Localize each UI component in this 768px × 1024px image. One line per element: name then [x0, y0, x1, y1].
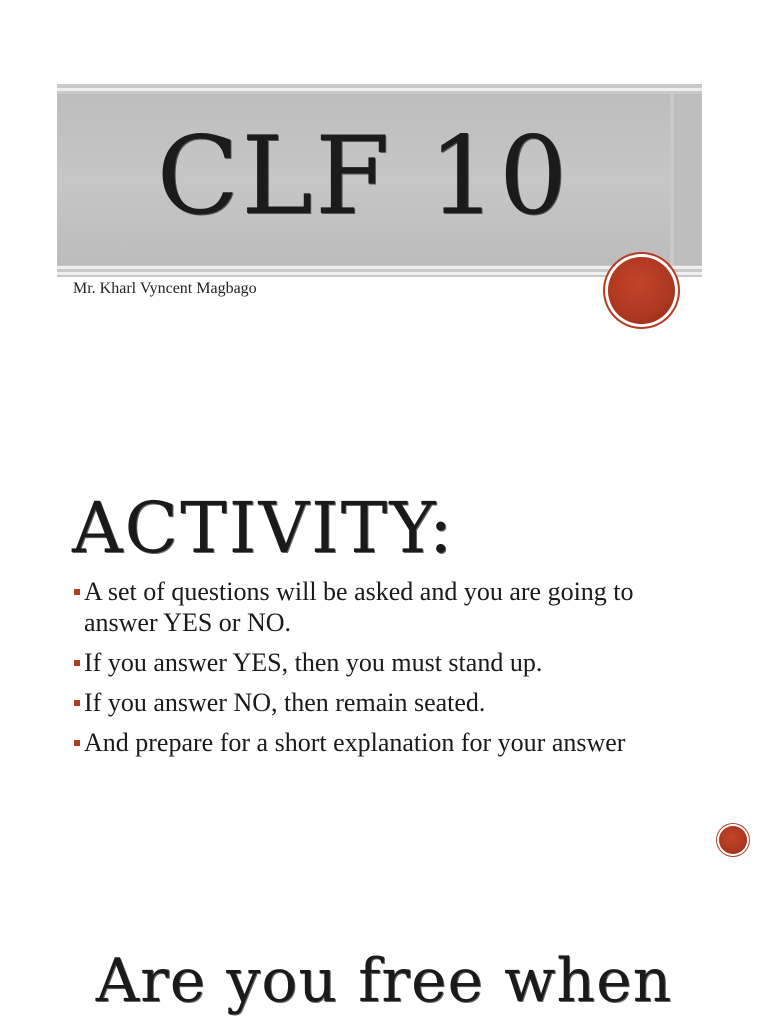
question-text: Are you free when: [95, 946, 673, 1016]
banner-panel-right: [674, 94, 702, 265]
banner-stripe-bottom-thin: [57, 272, 702, 275]
list-item: [72, 576, 712, 638]
accent-circle-small: [719, 826, 747, 854]
list-item-text: And prepare for a short explanation for your answer: [84, 728, 626, 757]
square-bullet-icon: [74, 589, 80, 595]
list-item-text: If you answer YES, then you must stand up.: [84, 648, 543, 677]
slide-title: CLF 10: [156, 114, 570, 239]
title-banner: [57, 84, 702, 277]
square-bullet-icon: [74, 660, 80, 666]
accent-circle-large: [608, 257, 675, 324]
banner-stripe-bottom: [57, 266, 702, 269]
list-item-text: If you answer NO, then remain seated.: [84, 688, 486, 717]
activity-heading: ACTIVITY:: [72, 487, 455, 569]
square-bullet-icon: [74, 700, 80, 706]
list-item: [72, 727, 712, 758]
banner-stripe-top: [57, 88, 702, 91]
list-item: [72, 687, 712, 718]
author-name: Mr. Kharl Vyncent Magbago: [73, 280, 257, 297]
activity-instructions: [72, 576, 712, 767]
list-item: [72, 647, 712, 678]
list-item-text: A set of questions will be asked and you are going to answer YES or NO.: [84, 577, 634, 637]
square-bullet-icon: [74, 740, 80, 746]
